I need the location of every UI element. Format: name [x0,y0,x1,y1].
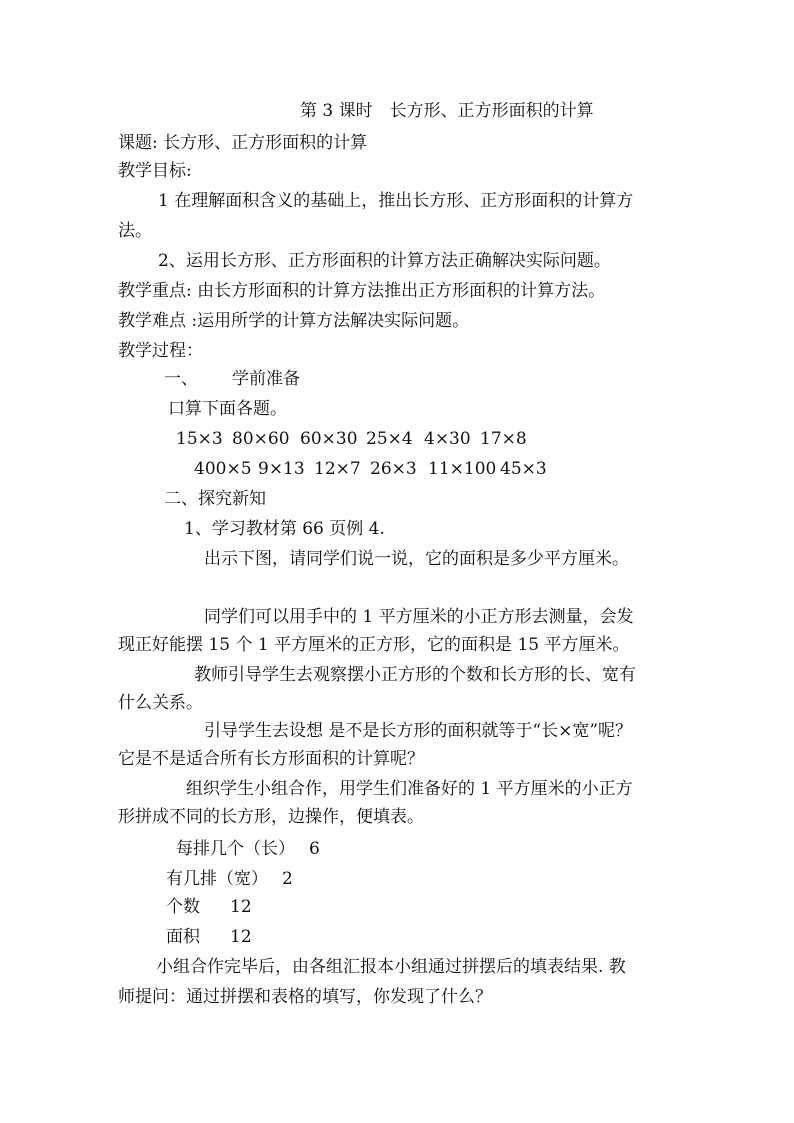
goal-2: 2、运用长方形、正方形面积的计算方法正确解决实际问题。 [158,251,611,271]
oral-calc-item: 80×60 [232,429,290,449]
measure-paragraph-line-1: 同学们可以用手中的 1 平方厘米的小正方形去测量，会发 [204,607,634,627]
table-row-value: 2 [282,869,293,889]
example-line: 1、学习教材第 66 页例 4. [184,519,385,539]
table-row [166,868,293,890]
goals-heading: 教学目标: [118,161,192,181]
section-2-heading: 二、探究新知 [164,489,266,509]
oral-calc-item: 12×7 [314,459,361,479]
table-row-value: 12 [230,897,252,917]
key-point: 教学重点: 由长方形面积的计算方法推出正方形面积的计算方法。 [118,281,606,301]
oral-calc-item: 15×3 [176,429,223,449]
oral-calc-row-1 [176,428,527,450]
report-paragraph-line-1: 小组合作完毕后，由各组汇报本小组通过拼摆后的填表结果. 教 [156,957,626,977]
table-row-label: 有几排（宽） [166,869,268,889]
table-row [176,838,320,860]
section-1-title: 学前准备 [232,369,300,389]
show-figure-line: 出示下图，请同学们说一说，它的面积是多少平方厘米。 [204,549,629,569]
guide-paragraph-line-2: 什么关系。 [118,693,203,713]
oral-calc-item: 26×3 [370,459,417,479]
oral-calc-item: 11×100 [428,459,497,479]
oral-calc-item: 45×3 [500,459,547,479]
process-heading: 教学过程： [118,341,203,361]
guess-paragraph-line-2: 它是不是适合所有长方形面积的计算呢？ [118,749,424,769]
goal-1-line-1: 1 在理解面积含义的基础上，推出长方形、正方形面积的计算方 [158,191,634,211]
guess-paragraph-line-1: 引导学生去设想 是不是长方形的面积就等于“长×宽”呢？ [204,721,633,741]
guide-paragraph-line-1: 教师引导学生去观察摆小正方形的个数和长方形的长、宽有 [194,665,636,685]
lesson-topic: 课题: 长方形、正方形面积的计算 [118,133,368,153]
table-row-label: 每排几个（长） [176,839,295,859]
section-1-number: 一、 [164,369,198,389]
table-row [166,896,252,918]
oral-calc-row-2 [194,458,547,480]
table-row-value: 12 [230,927,252,947]
table-row [166,926,252,948]
oral-calc-instruction: 口算下面各题。 [168,399,287,419]
measure-paragraph-line-2: 现正好能摆 15 个 1 平方厘米的正方形，它的面积是 15 平方厘米。 [118,635,630,655]
oral-calc-item: 25×4 [366,429,413,449]
oral-calc-item: 9×13 [258,459,305,479]
group-paragraph-line-2: 形拼成不同的长方形，边操作，便填表。 [118,807,424,827]
oral-calc-item: 400×5 [194,459,252,479]
goal-1-line-2: 法。 [118,221,152,241]
table-row-value: 6 [309,839,320,859]
oral-calc-item: 17×8 [480,429,527,449]
report-paragraph-line-2: 师提问：通过拼摆和表格的填写，你发现了什么？ [118,987,492,1007]
oral-calc-item: 60×30 [300,429,358,449]
table-row-label: 面积 [166,927,200,947]
group-paragraph-line-1: 组织学生小组合作，用学生们准备好的 1 平方厘米的小正方 [186,779,633,799]
lesson-title: 第 3 课时 长方形、正方形面积的计算 [300,101,594,121]
difficult-point: 教学难点 :运用所学的计算方法解决实际问题。 [118,311,470,331]
table-row-label: 个数 [166,897,200,917]
oral-calc-item: 4×30 [424,429,471,449]
